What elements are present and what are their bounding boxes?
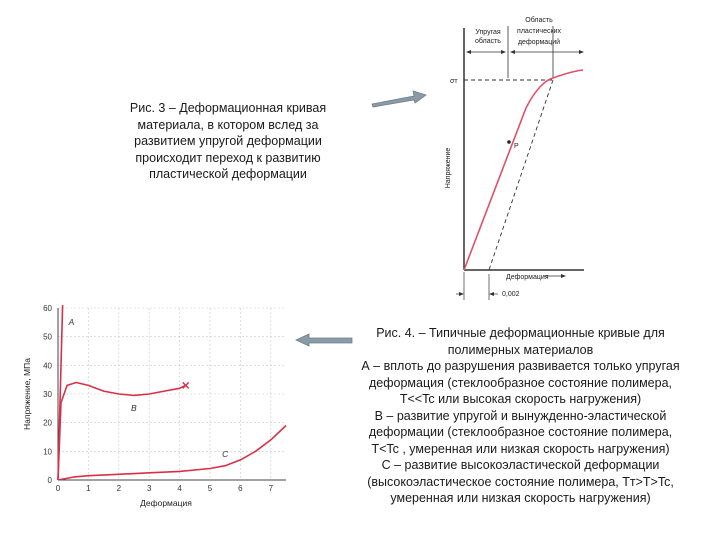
figure4-chart <box>18 298 298 512</box>
caption-line: (высокоэластическое состояние полимера, Tт>T>Tc, <box>367 474 674 489</box>
fig3-y-label: Напряжение <box>445 147 452 189</box>
y-tick-label: 30 <box>43 390 52 399</box>
y-tick-label: 10 <box>43 447 52 457</box>
yield-label: σт <box>450 78 458 85</box>
series-label-b: B <box>130 403 137 414</box>
offset-label: 0,002 <box>502 291 520 298</box>
point-p-marker <box>507 140 511 144</box>
caption-line: T<<Tc или высокая скорость нагружения) <box>399 392 642 406</box>
series-line-c <box>58 426 286 481</box>
y-tick-label: 60 <box>43 304 52 313</box>
caption-line: развитием упругой деформации <box>134 134 322 148</box>
x-axis-label: Деформация <box>140 498 192 508</box>
series-label-c: C <box>222 449 229 460</box>
x-tick-label: 7 <box>268 484 274 493</box>
figure3-diagram <box>436 8 586 308</box>
x-tick-label: 4 <box>177 484 182 493</box>
caption-line: деформации (стеклообразное состояние полимера, <box>368 425 673 439</box>
caption-line: происходит переход к развитию <box>135 150 321 165</box>
figure4-caption <box>338 325 703 507</box>
caption-line: В – развитие упругой и вынужденно-эластической <box>374 408 667 423</box>
region-plastic-label: пластических <box>517 28 561 35</box>
y-tick-label: 20 <box>43 418 52 428</box>
x-tick-label: 0 <box>55 484 61 493</box>
point-p-label: P <box>514 143 519 150</box>
region-elastic-label: область <box>475 38 501 45</box>
region-plastic-label: Область <box>525 17 553 24</box>
caption-line: материала, в котором вслед за <box>137 117 319 132</box>
x-tick-label: 6 <box>238 484 243 493</box>
figure3-caption <box>108 100 348 183</box>
x-tick-label: 5 <box>207 484 213 493</box>
y-tick-label: 40 <box>43 361 52 371</box>
x-tick-label: 2 <box>116 484 122 493</box>
fig3-curve <box>464 70 583 270</box>
caption-line: Рис. 3 – Деформационная кривая <box>129 101 327 115</box>
y-tick-label: 50 <box>43 332 52 342</box>
caption-line: С – развитие высокоэластической деформации <box>381 458 660 472</box>
x-tick-label: 1 <box>86 484 91 493</box>
caption-line: T<Tc , умеренная или низкая скорость нагружения) <box>371 441 670 456</box>
caption-line: А – вплоть до разрушения развивается только упругая <box>361 359 680 373</box>
series-line-b <box>58 383 186 481</box>
y-axis-label: Напряжение, МПа <box>22 358 32 430</box>
region-plastic-label: деформаций <box>517 39 561 46</box>
arrow-to-figure3-icon <box>370 88 430 112</box>
region-elastic-label: Упругая <box>475 29 501 36</box>
caption-line: пластической деформации <box>149 167 307 181</box>
caption-line: деформация (стеклообразное состояние полимера, <box>368 375 673 390</box>
y-tick-label: 0 <box>47 476 52 485</box>
fig3-x-label: Деформация <box>506 274 549 281</box>
x-tick-label: 3 <box>146 484 152 493</box>
caption-line: умеренная или низкая скорость нагружения) <box>390 491 651 505</box>
series-label-a: A <box>68 317 75 328</box>
caption-line: полимерных материалов <box>447 342 594 357</box>
caption-line: Рис. 4. – Типичные деформационные кривые для <box>376 326 665 340</box>
